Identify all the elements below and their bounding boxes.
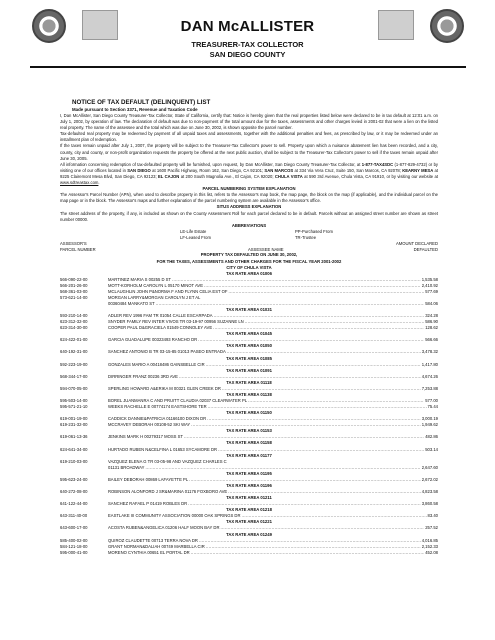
assessee-name: CADDICK DANNIE&PATRICIA 01166100 DIXON DR (108, 416, 207, 422)
parcel-number: 595-000-41-00 (60, 549, 88, 555)
tax-rate-area-heading: TAX RATE AREA 01031 (226, 307, 272, 313)
leader-dots (145, 465, 420, 471)
parcel-number: 624-422-01-00 (60, 337, 88, 343)
leader-dots (191, 550, 425, 556)
tax-rate-area-heading: TAX RATE AREA 01050 (226, 343, 272, 349)
assessee-name: QUIROZ CLAUDETTE 00713 TERRA NOVA DR (108, 537, 198, 543)
parcel-number: 593-210-14-00 (60, 313, 88, 319)
amount-defaulted: 452.08 (425, 549, 438, 555)
tax-rate-area-heading: TAX RATE AREA 01195 (226, 470, 272, 476)
amount-defaulted: 577.69 (425, 288, 438, 294)
paragraph: Tax-defaulted real property may be redeemed by payment of all unpaid taxes and assessments, together with the additional penalties and fees, as prescribed by law, or it may be redeemed under an installment plan of redemption. (60, 131, 438, 143)
list-item (60, 525, 438, 531)
tax-rate-area-heading: TAX RATE AREA 01211 (226, 495, 272, 501)
amount-defaulted: 83.40 (427, 513, 438, 519)
leader-dots (179, 374, 421, 380)
parcel-number: 641-122-44-00 (60, 501, 88, 507)
list-item (60, 465, 438, 471)
parcel-number: 594-070-05-00 (60, 385, 88, 391)
parcel-number: 573-621-14-00 (60, 294, 88, 300)
amount-defaulted: 2,152.33 (421, 543, 438, 549)
leader-dots (206, 362, 421, 368)
section-heading: PARCEL NUMBERING SYSTEM EXPLANATION (202, 186, 296, 192)
assessee-name: ADLER REV 1996 FAM TR 01054 CALLE ESCARPADA (108, 313, 213, 319)
tax-rate-area-heading: TAX RATE AREA 01118 (226, 379, 272, 385)
tax-rate-area-heading: TAX RATE AREA 01196 (226, 482, 272, 488)
assessee-name: GONZALES MARIO A 00418486 GAINSBELLE CIR (108, 361, 205, 367)
tax-rate-area-heading: TAX RATE AREA 01177 (226, 452, 272, 458)
amount-defaulted: 586.90 (425, 319, 438, 325)
parcel-number: 595-623-24-00 (60, 476, 88, 482)
assessee-name: HURTADO RUBEN N&CELFINA L 01653 SYCAMORE DR (108, 446, 218, 452)
section-heading: FOR THE TAXES, ASSESSMENTS AND OTHER CHARGES FOR THE FISCAL YEAR 2001-2002 (156, 258, 342, 264)
amount-defaulted: 584.06 (425, 300, 438, 306)
paragraph: I, Dan McAllister, San Diego County Treasurer-Tax Collector, State of California, certify that: Notice is hereby given that the real properties listed below were declared to be in tax default at 12:01 a.m. on July 1, 2002, by operation of law. The declaration of default was due to non-payment of the total amount due for the taxes, assessments and other charges levied in 2001-02 that were a lien on the listed real property. The name of the assessee and the total which was due on June 30, 2002, is shown opposite the parcel number. (60, 113, 438, 131)
leader-dots (188, 501, 421, 507)
amount-defaulted: 2,410.92 (421, 282, 438, 288)
paragraph: The Assessor's Parcel Number (APN), when used to describe property in this list, refers to the Assessor's map book, the map page, the block on the map (if applicable), and the individual parcel on the map page or in the block. The Assessor's maps and further explanation of the parcel numbering system are available in the Assessor's office. (60, 192, 438, 204)
parcel-number: 566-201-26-00 (60, 282, 88, 288)
assessee-name: BOREL JUANMANRA C AND PRUITT CLAUDIA 02037 CLEARWATER PL (108, 398, 248, 404)
assessee-name: MARTINEZ MARIA S 00255 D ST (108, 276, 171, 282)
amount-defaulted: 4,016.85 (421, 537, 438, 543)
assessee-name: JENKINS MARK H 00279317 MOSS ST (108, 434, 183, 440)
tax-rate-area-heading: TAX RATE AREA 01158 (226, 440, 272, 446)
parcel-number: 624-641-34-00 (60, 446, 88, 452)
assessee-name: MCLAUGHLIN JOHN P&NORMA F AND FLYNN CELIA EST OF (108, 288, 228, 294)
tax-rate-area-heading: TAX RATE AREA 01221 (226, 519, 272, 525)
official-title: TREASURER-TAX COLLECTOR (191, 40, 304, 49)
tax-rate-area-heading: TAX RATE AREA 01153 (226, 428, 272, 434)
paragraph: All information concerning redemption of tax-defaulted property will be furnished, upon request, by Dan McAllister, San Diego County Treasurer-Tax Collector, at 1-877-TAX4SDC (1-877-829-4732) or by visiting one of our offices located in SAN DIEGO at 1600 Pacific Highway, Room 162, San Diego, CA 92101; SAN MARCOS at 334 Via Vera Cruz, Suite 150, San Marcos, CA 92078; KEARNY MESA at 9225 Clairemont Mesa Blvd, San Diego, CA 92123; EL CAJON at 200 South Magnolia Ave., El Cajon, CA 92020; CHULA VISTA at 590 3rd Avenue, Chula Vista, CA 91910, or by visiting our website at www.sdtreastax.com. (60, 161, 439, 186)
parcel-number: 643-311-40-00 (60, 513, 88, 519)
tax-rate-area-heading: TAX RATE AREA 01249 (226, 531, 272, 537)
column-headers: ASSESSOR'S PARCEL NUMBER ASSESSEE NAME AMOUNT DECLARED DEFAULTED (60, 240, 438, 252)
section-heading: ABBREVIATIONS (231, 222, 267, 228)
list-item (60, 550, 438, 556)
letterhead (0, 0, 495, 86)
assessee-name: SPERLING HOWARD A&ERIKA M 00321 GLEN CREEK DR (108, 385, 221, 391)
amount-defaulted: 75.44 (427, 404, 438, 410)
assessee-name: MORENO CYNTHIA 00651 EL PORTAL DR (108, 549, 190, 555)
amount-defaulted: 1,949.62 (421, 422, 438, 428)
list-item (60, 447, 438, 453)
county-name: SAN DIEGO COUNTY (209, 50, 286, 59)
amount-defaulted: 7,253.88 (421, 385, 438, 391)
parcel-number: 592-223-19-00 (60, 361, 88, 367)
assessee-name: ROBINSON ALONFORD J SR&MARINA 01176 FOXBORO AVE (108, 489, 228, 495)
abbreviations-list: LE-Life Estate PP-Purchased From LF-Leased From TR-Trustee (180, 228, 333, 240)
parcel-number: 595-571-21-10 (60, 404, 88, 410)
amount-defaulted: 3,478.32 (421, 349, 438, 355)
list-item (60, 374, 438, 380)
tax-rate-area-heading: TAX RATE AREA 01085 (226, 355, 272, 361)
parcel-number: 640-272-08-00 (60, 489, 88, 495)
paragraph: If the taxes remain unpaid after July 1, 2007, the property will be subject to the Treasurer-Tax Collector's power to sell. Property upon which a nuisance abatement lien has been recorded, and a city, county, city and county, or non-profit organization requests the property be offered at the next public auction, shall be subject to the Treasurer-Tax Collector's power to sell if the taxes remain unpaid after June 30, 2005. (60, 143, 438, 161)
tax-rate-area-heading: TAX RATE AREA 01218 (226, 507, 272, 513)
parcel-number: 640-192-31-00 (60, 349, 88, 355)
list-item (60, 349, 438, 355)
assessee-name: DIRRINGER FRANZ 00236 3RD AVE (108, 373, 178, 379)
parcel-number: 619-061-13-36 (60, 434, 88, 440)
assessee-name: GRANT NORMAN&DALIAH 00749 MARBELLA CIR (108, 543, 205, 549)
parcel-number: 623-314-30-00 (60, 325, 88, 331)
assessee-name: ACOSTA RUBEN&ANGELICA 01206 HALF MOON BAY DR (108, 525, 220, 531)
assessee-name: MCCRAVEY DEBORAH 00108-52 SKI WAY (108, 422, 191, 428)
tax-rate-area-heading: TAX RATE AREA 01138 (226, 391, 272, 397)
leader-dots (189, 477, 421, 483)
leader-dots (218, 447, 424, 453)
parcel-number: 643-600-17-00 (60, 525, 88, 531)
parcel-number: 566-090-22-00 (60, 276, 88, 282)
amount-defaulted: 2,647.60 (421, 464, 438, 470)
amount-defaulted: 324.28 (425, 313, 438, 319)
amount-defaulted: 3,000.19 (421, 416, 438, 422)
parcel-number (60, 301, 108, 307)
assessee-name: BAILEY DEBORAH 00869 LAFAYETTE PL (108, 476, 189, 482)
parcel-number: 595-503-14-00 (60, 398, 88, 404)
parcel-number: 619-001-19-00 (60, 416, 88, 422)
parcel-number: 619-210-03-00 (60, 458, 88, 464)
parcel-number (60, 465, 108, 471)
parcel-number: 568-361-03-00 (60, 288, 88, 294)
tax-rate-area-heading: TAX RATE AREA 01006 (226, 270, 272, 276)
list-item (60, 362, 438, 368)
leader-dots (227, 349, 421, 355)
amount-defaulted: 4,823.58 (421, 489, 438, 495)
parcel-number: 623-312-32-00 (60, 319, 88, 325)
amount-defaulted: 2,672.02 (421, 476, 438, 482)
amount-defaulted: 1,417.80 (421, 361, 438, 367)
tax-rate-area-heading: TAX RATE AREA 01045 (226, 331, 272, 337)
assessee-name: VAZQUEZ ELENA G TR 03-05-98 AND VAZQUEZ CHARLES C (108, 458, 227, 464)
city-heading: CITY OF CHULA VISTA (226, 264, 272, 270)
tax-rate-area-heading: TAX RATE AREA 01091 (226, 367, 272, 373)
leader-dots (156, 301, 425, 307)
parcel-number: 619-231-32-00 (60, 422, 88, 428)
assessee-name: 01131 BROADWAY (108, 464, 145, 470)
parcel-number: 568-344-17-00 (60, 373, 88, 379)
amount-defaulted: 3,860.58 (421, 501, 438, 507)
assessee-name: MORGAN LARRY&MORGAN CAROLYN J ET AL (108, 294, 201, 300)
amount-defaulted: 566.66 (425, 337, 438, 343)
assessee-name: 00360484 MANKATO ST (108, 300, 155, 306)
parcel-number: 584-121-18-00 (60, 543, 88, 549)
amount-defaulted: 4,674.26 (421, 373, 438, 379)
paragraph: The street address of the property, if any, is included as shown on the County Assessment Roll for each parcel declared to be in default. Parcels without an assigned street number are shown as street number 00000. (60, 210, 438, 222)
parcel-number: 585-400-02-00 (60, 537, 88, 543)
assessee-name: WEEKS RACHELLE E 00774174 EASTSHORE TER (108, 404, 207, 410)
notice-title: NOTICE OF TAX DEFAULT (DELINQUENT) LIST (72, 99, 211, 106)
amount-defaulted: 1,535.58 (421, 276, 438, 282)
section-heading: SITUS ADDRESS EXPLANATION (216, 204, 282, 210)
amount-defaulted: 257.52 (425, 525, 438, 531)
leader-dots (220, 525, 424, 531)
default-list (60, 271, 438, 556)
amount-defaulted: 503.14 (425, 446, 438, 452)
amount-defaulted: 128.62 (425, 325, 438, 331)
assessee-name: SANCHEZ RAFAEL P 01419 ROBLES DR (108, 501, 188, 507)
section-heading: PROPERTY TAX DEFAULTED ON JUNE 30, 2002, (200, 252, 298, 258)
amount-defaulted: 577.00 (425, 398, 438, 404)
assessee-name: GARCIA GUADALUPE 00323493 RANCHO DR (108, 337, 198, 343)
notice-body (60, 99, 438, 556)
official-name: DAN McALLISTER (180, 18, 315, 35)
assessee-name: EASTLAKE III COMMUNITY ASSOCIATION 00000 OAK SPRINGS DR (108, 513, 241, 519)
tax-rate-area-heading: TAX RATE AREA 01150 (226, 410, 272, 416)
assessee-name: SNYDER FAMILY REV INTER VIVOS TR 03-19-97 00956 SUZANNE LN (108, 319, 244, 325)
website-link[interactable]: www.sdtreastax.com (60, 180, 99, 186)
assessee-name: COOPER PAUL D&GRACIELA 01549 CONNOLEY AVE (108, 325, 213, 331)
assessee-name: SANCHEZ ANTONIO B TR 03-15-85 01013 PASEO ENTRADA (108, 349, 226, 355)
notice-subtitle: Made pursuant to Section 3371, Revenue and Taxation Code (72, 107, 198, 112)
leader-dots (184, 434, 424, 440)
assessee-name: MOTT-KORHOLM CAROLYN L 05170 MINOT AVE (108, 282, 204, 288)
header-divider (30, 66, 466, 68)
amount-defaulted: 482.86 (425, 434, 438, 440)
